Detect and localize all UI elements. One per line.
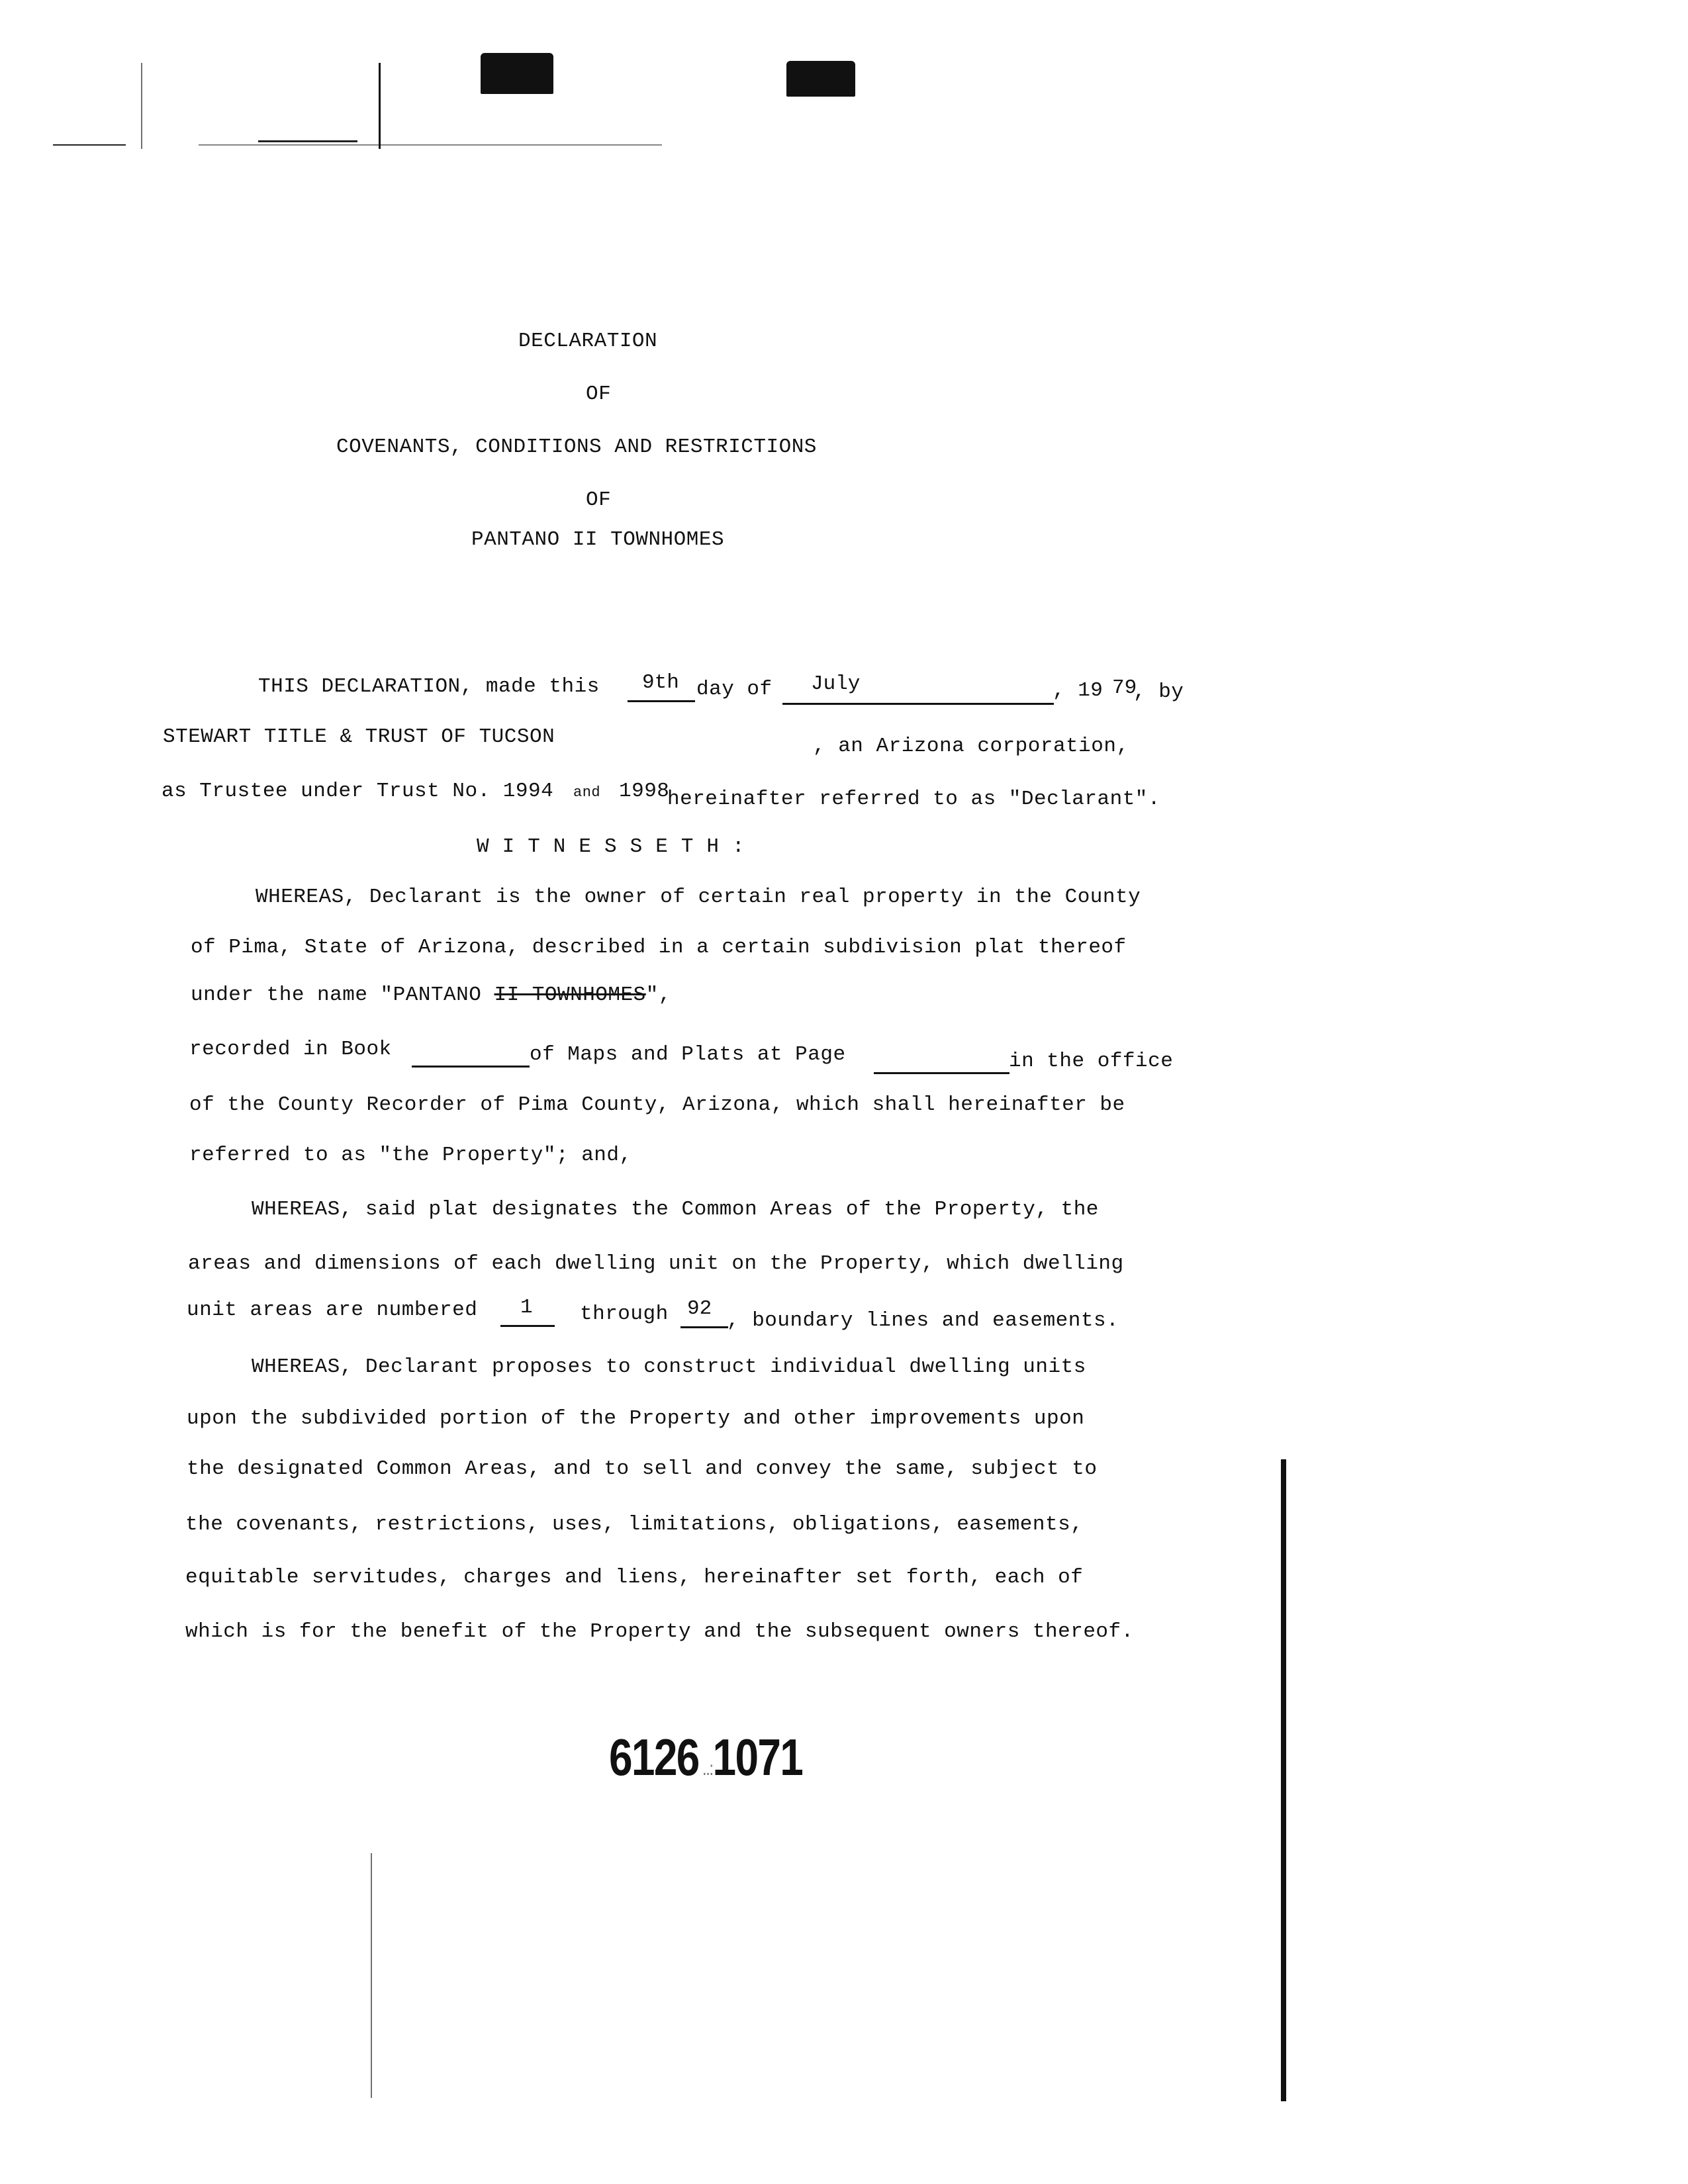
para1-line4-c: in the office (1009, 1050, 1174, 1073)
month-blank (782, 703, 1054, 705)
para1-line4-b: of Maps and Plats at Page (530, 1043, 846, 1066)
para3-line5: equitable servitudes, charges and liens, hereinafter set forth, each of (185, 1566, 1084, 1589)
from-value: 1 (520, 1296, 533, 1319)
para1-line3-a: under the name "PANTANO (191, 983, 494, 1007)
para3-line1: WHEREAS, Declarant proposes to construct individual dwelling units (252, 1355, 1086, 1379)
scan-noise-line (141, 63, 142, 149)
scan-noise-line (371, 1853, 372, 2098)
month-value: July (811, 672, 861, 696)
witnesseth-heading: WITNESSETH: (477, 835, 758, 858)
corporation-text: , an Arizona corporation, (813, 735, 1129, 758)
para2-through: through (580, 1302, 669, 1326)
para2-line2: areas and dimensions of each dwelling unit on the Property, which dwelling (188, 1252, 1124, 1275)
para1-line5: of the County Recorder of Pima County, Arizona, which shall hereinafter be (189, 1093, 1125, 1116)
day-blank (628, 700, 695, 702)
from-blank (500, 1325, 555, 1327)
para3-line6: which is for the benefit of the Property and the subsequent owners thereof. (185, 1620, 1134, 1643)
para1-line1: WHEREAS, Declarant is the owner of certain real property in the County (256, 886, 1141, 909)
scan-noise-line (379, 63, 381, 149)
scan-noise-line (258, 140, 357, 142)
scan-noise-line (199, 144, 662, 146)
title-of-1: OF (586, 383, 612, 406)
title-of-2: OF (586, 488, 612, 512)
trust-and: and (573, 784, 601, 801)
day-value: 9th (642, 671, 679, 694)
trust-line-a: as Trustee under Trust No. 1994 (162, 780, 554, 803)
trustee-name: STEWART TITLE & TRUST OF TUCSON (163, 725, 555, 749)
redaction-mark-right (786, 61, 855, 97)
para1-line4-a: recorded in Book (189, 1038, 392, 1061)
page-blank (874, 1072, 1009, 1074)
title-project-name: PANTANO II TOWNHOMES (471, 528, 725, 551)
intro-text-start: THIS DECLARATION, made this (258, 675, 600, 698)
recording-separator-mark: ..: (698, 1758, 713, 1780)
to-blank (680, 1326, 728, 1328)
intro-by: , by (1133, 680, 1184, 704)
para1-line6: referred to as "the Property"; and, (189, 1144, 632, 1167)
para2-line3-a: unit areas are numbered (187, 1298, 478, 1322)
para1-line2: of Pima, State of Arizona, described in a certain subdivision plat thereof (191, 936, 1127, 959)
para1-line3-b: ", (645, 983, 671, 1007)
recording-number (609, 1727, 802, 1788)
para3-line3: the designated Common Areas, and to sell and convey the same, subject to (187, 1457, 1098, 1480)
book-blank (412, 1066, 530, 1068)
para2-line3-c: , boundary lines and easements. (727, 1309, 1119, 1332)
trust-line-b: 1998 (619, 780, 670, 803)
para3-line4: the covenants, restrictions, uses, limitations, obligations, easements, (185, 1513, 1084, 1536)
para1-struck-text: II TOWNHOMES (494, 983, 646, 1007)
para1-line3 (191, 982, 671, 1009)
para2-line1: WHEREAS, said plat designates the Common Areas of the Property, the (252, 1198, 1099, 1221)
to-value: 92 (687, 1297, 712, 1320)
redaction-mark-left (481, 53, 553, 94)
title-covenants: COVENANTS, CONDITIONS AND RESTRICTIONS (336, 435, 817, 459)
margin-bar (1281, 1459, 1286, 2101)
recording-book-number: 6126 (609, 1728, 699, 1786)
scan-noise-line (53, 144, 126, 146)
year-value: 79 (1112, 676, 1137, 700)
intro-day-of: day of (696, 678, 773, 701)
trust-line-c: hereinafter referred to as "Declarant". (667, 788, 1161, 811)
para3-line2: upon the subdivided portion of the Property and other improvements upon (187, 1407, 1085, 1430)
intro-year-prefix: , 19 (1053, 679, 1103, 702)
recording-page-number: 1071 (712, 1728, 803, 1786)
title-declaration: DECLARATION (518, 330, 658, 353)
